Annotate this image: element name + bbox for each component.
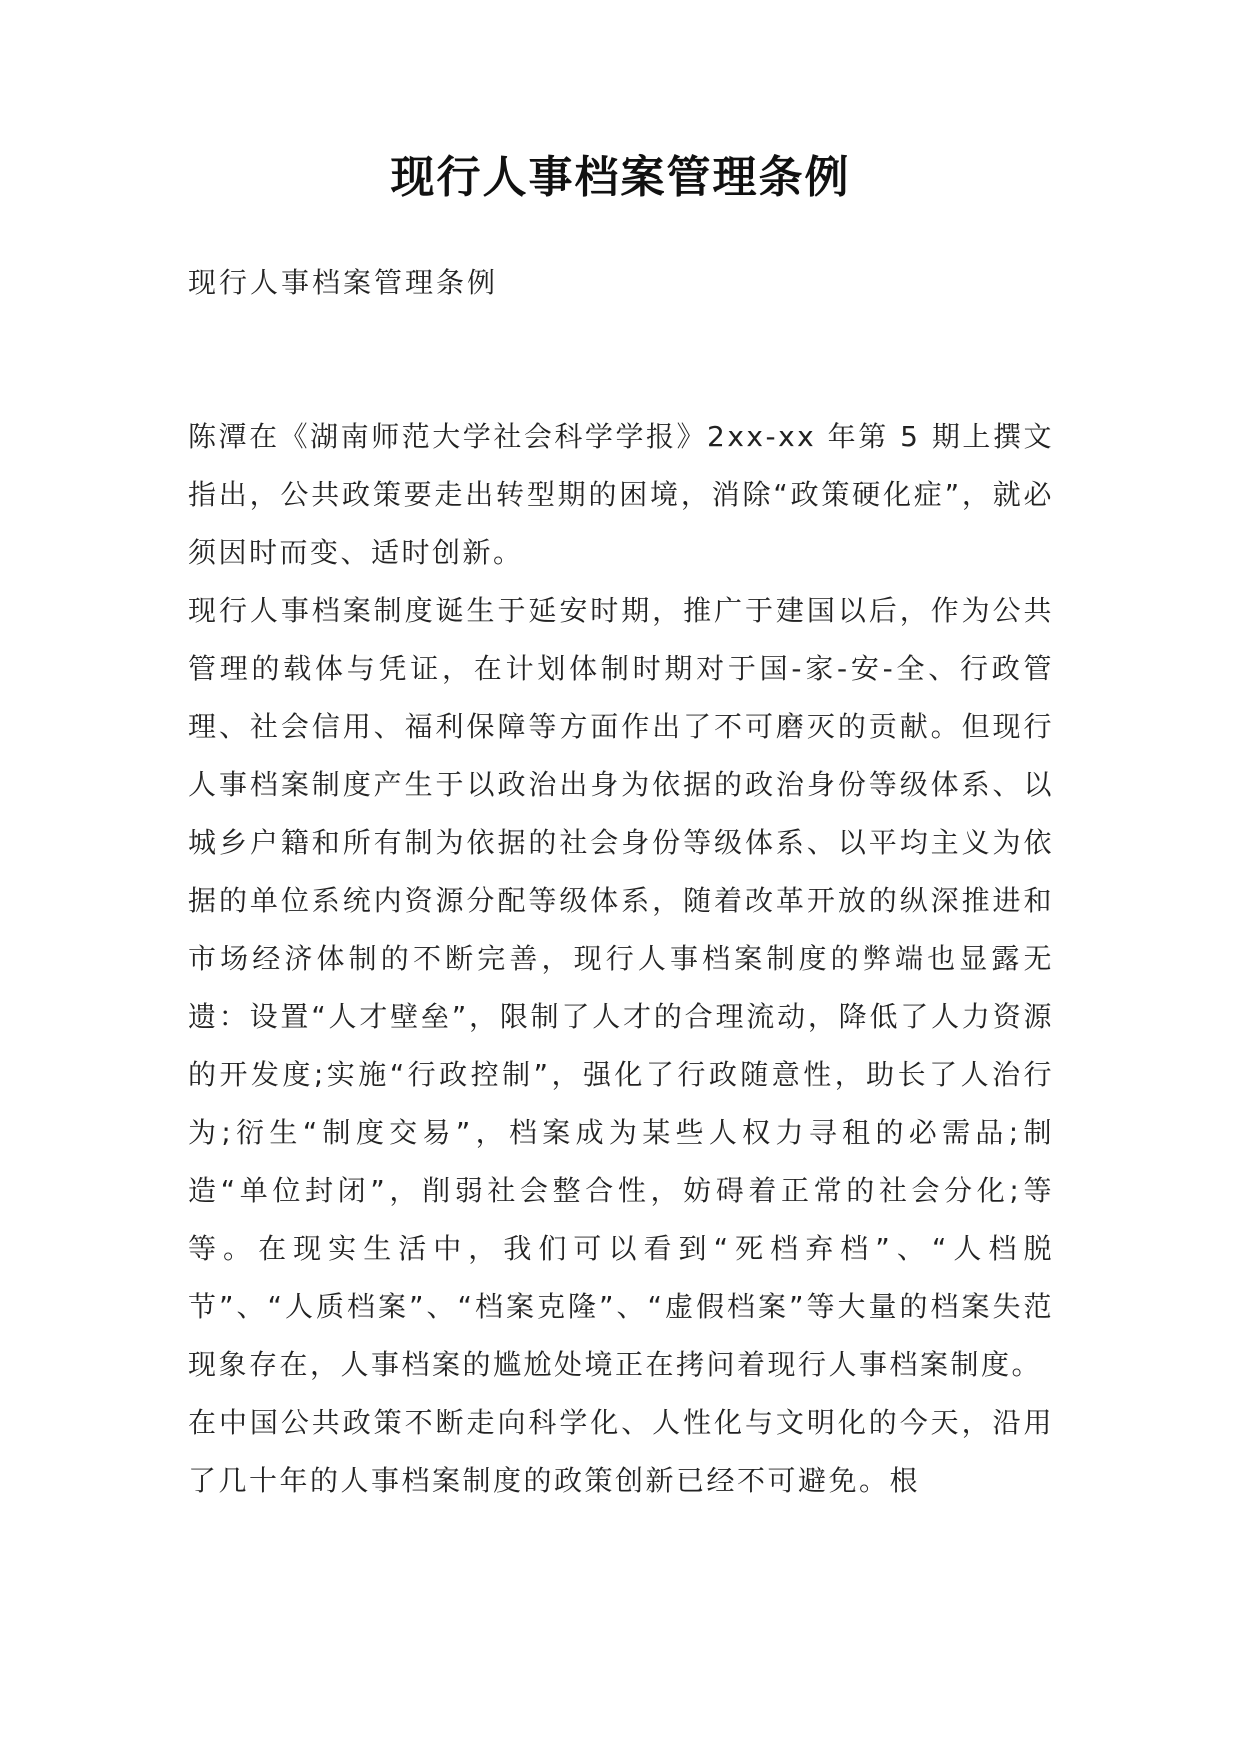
document-body (188, 408, 1054, 1510)
document-subtitle: 现行人事档案管理条例 (188, 266, 499, 299)
page-title: 现行人事档案管理条例 (390, 152, 851, 203)
paragraph-1: 陈潭在《湖南师范大学社会科学学报》2xx-xx 年第 5 期上撰文指出，公共政策要走出转型期的困境，消除“政策硬化症”，就必须因时而变、适时创新。 (188, 420, 1054, 569)
paragraph-3: 在中国公共政策不断走向科学化、人性化与文明化的今天，沿用了几十年的人事档案制度的政策创新已经不可避免。根 (188, 1406, 1054, 1497)
paragraph-2: 现行人事档案制度诞生于延安时期，推广于建国以后，作为公共管理的载体与凭证，在计划体制时期对于国-家-安-全、行政管理、社会信用、福利保障等方面作出了不可磨灭的贡献。但现行人事档案制度产生于以政治出身为依据的政治身份等级体系、以城乡户籍和所有制为依据的社会身份等级体系、以平均主义为依据的单位系统内资源分配等级体系，随着改革开放的纵深推进和市场经济体制的不断完善，现行人事档案制度的弊端也显露无遗：设置“人才壁垒”，限制了人才的合理流动，降低了人力资源的开发度;实施“行政控制”，强化了行政随意性，助长了人治行为;衍生“制度交易”，档案成为某些人权力寻租的必需品;制造“单位封闭”，削弱社会整合性，妨碍着正常的社会分化;等等。在现实生活中，我们可以看到“死档弃档”、“人档脱节”、“人质档案”、“档案克隆”、“虚假档案”等大量的档案失范现象存在，人事档案的尴尬处境正在拷问着现行人事档案制度。 (188, 594, 1054, 1381)
